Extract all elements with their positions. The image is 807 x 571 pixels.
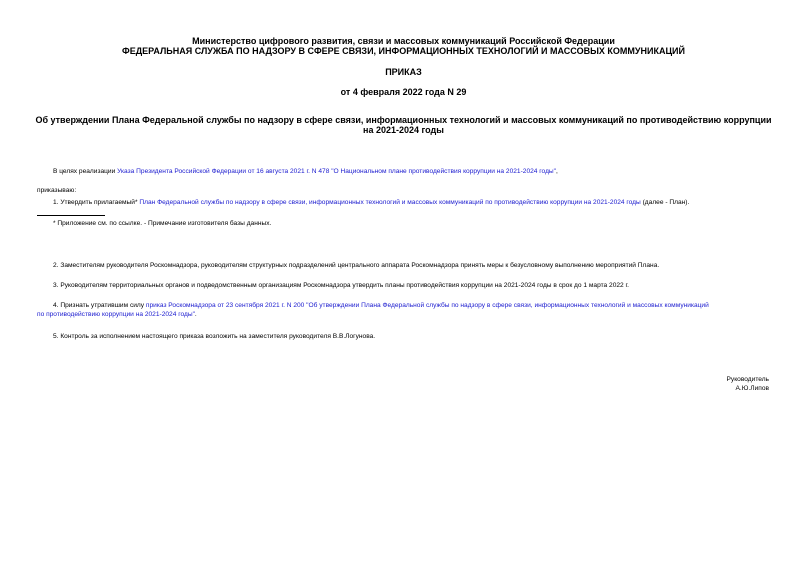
service-name: ФЕДЕРАЛЬНАЯ СЛУЖБА ПО НАДЗОРУ В СФЕРЕ СВЯЗИ, ИНФОРМАЦИОННЫХ ТЕХНОЛОГИЙ И МАССОВЫХ КОММУНИКАЦИЙ <box>122 46 685 56</box>
revoked-order-link[interactable]: приказ Роскомнадзора от 23 сентября 2021 г. N 200 "Об утверждении Плана Федеральной службы по надзору в сфере связи, информационных технологий и массовых коммуникаций <box>145 302 709 309</box>
document-title-line2: на 2021-2024 годы <box>363 125 444 135</box>
item-4-line2 <box>37 310 197 319</box>
document-title-line1: Об утверждении Плана Федеральной службы по надзору в сфере связи, информационных технологий и массовых коммуникаций по противодействию коррупции <box>35 115 772 125</box>
item-1-suffix: (далее - План). <box>640 199 690 206</box>
ministry-name: Министерство цифрового развития, связи и массовых коммуникаций Российской Федерации <box>192 36 615 46</box>
item-1 <box>53 198 689 207</box>
item-1-prefix: 1. Утвердить прилагаемый* <box>53 199 140 206</box>
footnote-divider <box>37 215 105 216</box>
revoked-order-link-continued[interactable]: по противодействию коррупции на 2021-2024 годы" <box>37 311 195 318</box>
item-4-line1 <box>53 301 709 310</box>
document-date: от 4 февраля 2022 года N 29 <box>340 87 467 97</box>
preamble-prefix: В целях реализации <box>53 168 118 175</box>
item-4-prefix: 4. Признать утратившим силу <box>53 302 146 309</box>
preamble-paragraph <box>53 167 558 176</box>
order-word: приказываю: <box>37 187 77 194</box>
preamble-suffix: , <box>556 168 558 175</box>
item-5: 5. Контроль за исполнением настоящего приказа возложить на заместителя руководителя В.В.Логунова. <box>53 333 376 340</box>
footnote: * Приложение см. по ссылке. - Примечание изготовителя базы данных. <box>53 220 272 227</box>
signature-name: А.Ю.Липов <box>735 385 769 392</box>
item-4-suffix: . <box>194 311 197 318</box>
document-type: ПРИКАЗ <box>385 67 422 77</box>
item-3: 3. Руководителям территориальных органов и подведомственным организациям Роскомнадзора утвердить планы противодействия коррупции на 2021-2024 годы в срок до 1 марта 2022 г. <box>53 282 629 289</box>
plan-link[interactable]: План Федеральной службы по надзору в сфере связи, информационных технологий и массовых коммуникаций по противодействию коррупции на 2021-2024 годы <box>139 199 641 206</box>
item-2: 2. Заместителям руководителя Роскомнадзора, руководителям структурных подразделений центрального аппарата Роскомнадзора принять меры к безусловному выполнению мероприятий Плана. <box>53 262 660 269</box>
signature-position: Руководитель <box>726 376 769 383</box>
decree-link[interactable]: Указа Президента Российской Федерации от 16 августа 2021 г. N 478 "О Национальном плане противодействия коррупции на 2021-2024 годы" <box>117 168 557 175</box>
